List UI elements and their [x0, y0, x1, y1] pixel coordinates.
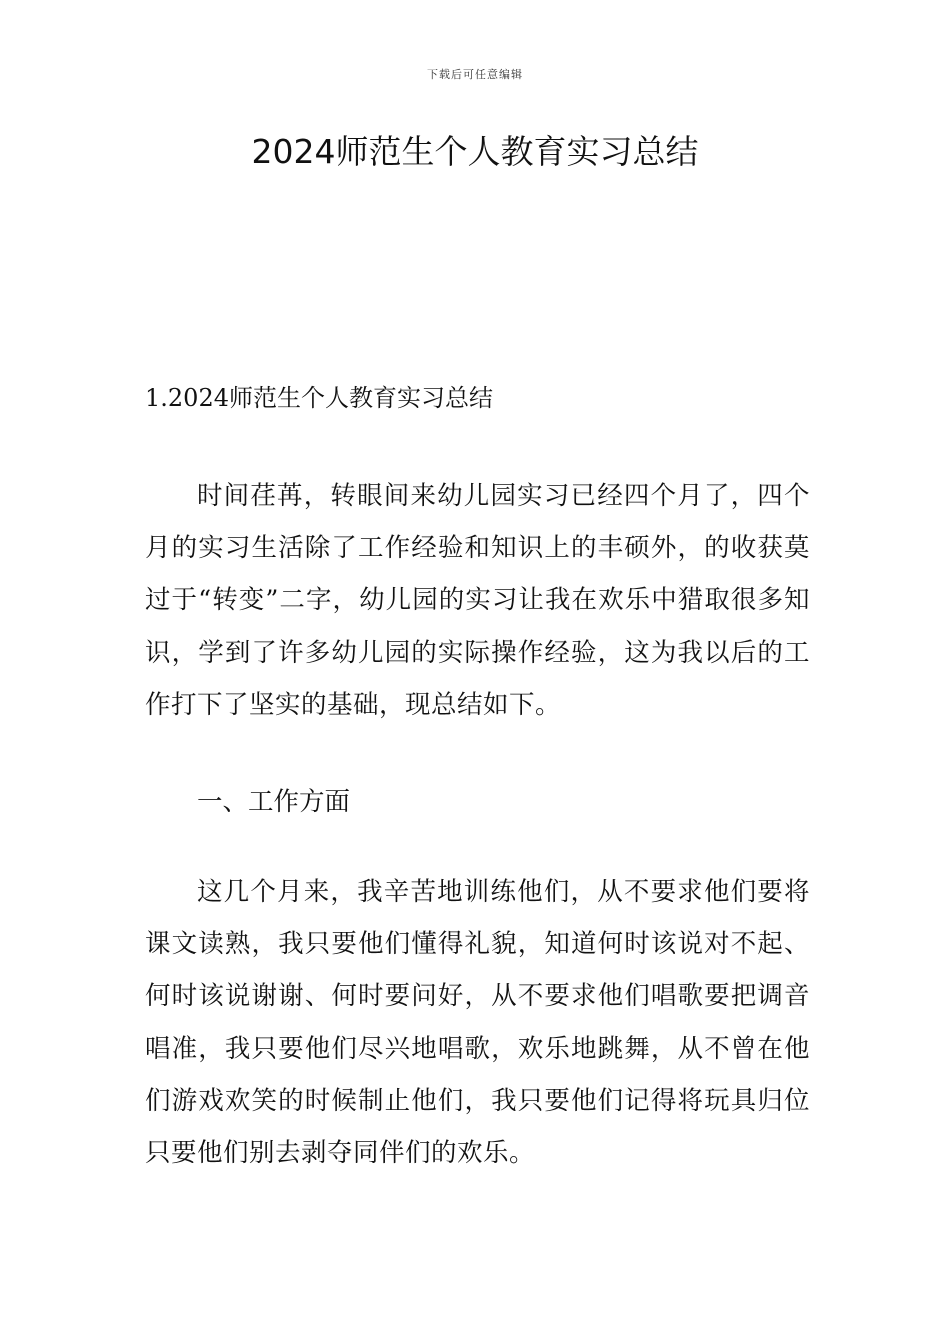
paragraph-intro: 时间荏苒，转眼间来幼儿园实习已经四个月了，四个月的实习生活除了工作经验和知识上的丰硕外，的收获莫过于“转变”二字，幼儿园的实习让我在欢乐中猎取很多知识，学到了许多幼儿园的实际操作经验，这为我以后的工作打下了坚实的基础，现总结如下。 — [145, 481, 810, 720]
section-label: 1.2024师范生个人教育实习总结 — [145, 384, 493, 412]
header-note: 下载后可任意编辑 — [427, 68, 523, 81]
document-title: 2024师范生个人教育实习总结 — [251, 132, 699, 171]
subheading-work: 一、工作方面 — [197, 787, 351, 817]
paragraph-work: 这几个月来，我辛苦地训练他们，从不要求他们要将课文读熟，我只要他们懂得礼貌，知道何时该说对不起、何时该说谢谢、何时要问好，从不要求他们唱歌要把调音唱准，我只要他们尽兴地唱歌，欢乐地跳舞，从不曾在他们游戏欢笑的时候制止他们，我只要他们记得将玩具归位只要他们别去剥夺同伴们的欢乐。 — [145, 877, 810, 1169]
